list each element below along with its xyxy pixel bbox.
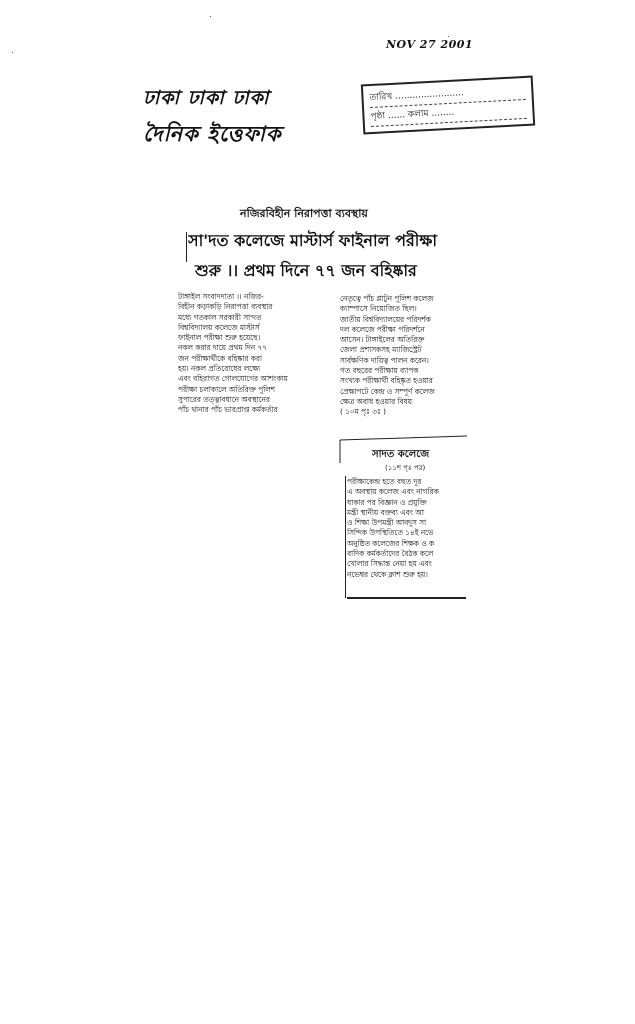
continuation-line: অনুষ্ঠিত কলেজের শিক্ষক ও ক bbox=[347, 538, 435, 548]
left-column-line: জন পরীক্ষার্থীকে বহিষ্কার করা bbox=[178, 353, 262, 363]
continuation-title: সাদত কলেজে bbox=[372, 449, 430, 460]
continuation-reference: (১১শ পৃঃ পর) bbox=[385, 464, 426, 472]
masthead-line-2: দৈনিক ইত্তেফাক bbox=[143, 122, 282, 146]
article-headline-2: শুরু ।। প্রথম দিনে ৭৭ জন বহিষ্কার bbox=[195, 261, 417, 280]
date-box-date-row: তারিখ ........................ bbox=[369, 81, 526, 108]
continuation-line: পরীক্ষাকেন্দ্র হতে বহুত দূর bbox=[347, 477, 422, 486]
left-column-line: সুপারের তত্ত্বাবধানে অবস্থানের bbox=[178, 394, 270, 404]
right-column-line: আসেন। টাঙ্গাইলের অতিরিক্ত bbox=[340, 335, 425, 345]
left-column-line: মধ্যে গতকাল সরকারী সা'দত bbox=[178, 312, 262, 322]
masthead-line-1: ঢাকা ঢাকা ঢাকা bbox=[143, 87, 270, 109]
newspaper-masthead bbox=[143, 84, 313, 153]
scan-speck bbox=[210, 16, 211, 17]
left-column-line: এবং বহিরাগত গোলযোগের আশংকায় bbox=[178, 374, 288, 384]
right-column-line: জেলা প্রশাসকসহ ম্যাজিস্ট্রেট bbox=[340, 345, 422, 355]
left-column-line: হয়। নকল প্রতিরোধের লক্ষ্যে bbox=[178, 364, 261, 374]
right-column-line: নেতৃত্বে পাঁচ প্লাটুন পুলিশ কলেজ bbox=[340, 294, 434, 303]
scan-speck bbox=[12, 52, 13, 53]
left-column-line: পরীক্ষা চলাকালে অতিরিক্ত পুলিশ bbox=[178, 384, 275, 394]
right-column-line: ক্যাম্পাসে নিয়োজিত ছিল। bbox=[340, 304, 417, 314]
continuation-line: মন্ত্রী স্থানীয় বক্তব্য এবং আ bbox=[347, 507, 424, 517]
article-headline-1: সা'দত কলেজে মাস্টার্স ফাইনাল পরীক্ষা bbox=[188, 231, 437, 250]
continuation-bottom-rule bbox=[347, 597, 466, 599]
continuation-line: নভেম্বর থেকে ক্লাশ শুরু হয়। bbox=[347, 569, 428, 579]
right-column-line: দল কলেজে পরীক্ষা পরিদর্শনে bbox=[340, 324, 425, 334]
left-column-line: টাঙ্গাইল সংবাদদাতা ।। নজির- bbox=[178, 292, 264, 301]
right-column-line: ক্ষেত্র অবাধ হওয়ার বিষয় bbox=[340, 396, 412, 406]
right-column-line: প্রেক্ষাপটে কেন্দ্র ও সম্পূর্ণ কলেজ bbox=[340, 386, 435, 396]
left-column-line: বিশ্ববিদ্যালয় কলেজে মাস্টার্স bbox=[178, 322, 260, 332]
left-column-line: ফাইনাল পরীক্ষা শুরু হয়েছে। bbox=[178, 333, 261, 343]
article-kicker: নজিরবিহীন নিরাপত্তা ব্যবস্থায় bbox=[240, 207, 368, 220]
right-column-line: সার্বক্ষণিক দায়িত্ব পালন করেন। bbox=[340, 355, 429, 365]
continuation-left-rule bbox=[345, 476, 346, 598]
left-column-line: পাঁচ থানার পাঁচ ভারপ্রাপ্ত কর্মকর্তার bbox=[178, 405, 278, 415]
continuation-column bbox=[347, 477, 465, 580]
right-column-line: গত বছরের পরীক্ষায় ব্যাপক bbox=[340, 366, 419, 376]
continuation-line: খোলার সিদ্ধান্ত নেয়া হয় এবং bbox=[347, 559, 432, 569]
right-column-line: ( ১০ম পৃঃ ৩ঃ ) bbox=[340, 407, 386, 417]
continuation-line: বাদিক কর্মকর্তাদের বৈঠক কলে bbox=[347, 549, 434, 559]
left-column-line: বিহীন কড়াকড়ি নিরাপত্তা ব্যবস্থার bbox=[178, 302, 273, 312]
date-stamp-box bbox=[361, 76, 535, 135]
date-box-page-row: পৃষ্ঠা ...... কলাম ........ bbox=[370, 100, 527, 127]
continuation-line: ধাকার পর বিজ্ঞান ও প্রযুক্তি bbox=[347, 497, 427, 507]
headline-edge-mark bbox=[186, 232, 187, 262]
left-column-line: নকল করার দায়ে প্রথম দিন ৭৭ bbox=[178, 343, 267, 353]
right-column-line: জাতীয় বিশ্ববিদ্যালয়ের পরিদর্শক bbox=[340, 314, 431, 324]
right-column-line: সংখ্যক পরীক্ষার্থী বহিষ্কৃত হওয়ার bbox=[340, 376, 433, 386]
article-left-column bbox=[178, 292, 334, 416]
continuation-line: এ অবস্থায় কলেজ এবং নাগরিক bbox=[347, 487, 439, 497]
scan-speck bbox=[448, 36, 449, 37]
article-right-column bbox=[340, 294, 466, 418]
received-date-stamp: NOV 27 2001 bbox=[386, 38, 474, 51]
continuation-line: ও শিক্ষা উপমন্ত্রী আবদুস সা bbox=[347, 518, 427, 528]
continuation-line: সিন্দিক উপস্থিতিতে ১৪ই নভে bbox=[347, 528, 434, 538]
